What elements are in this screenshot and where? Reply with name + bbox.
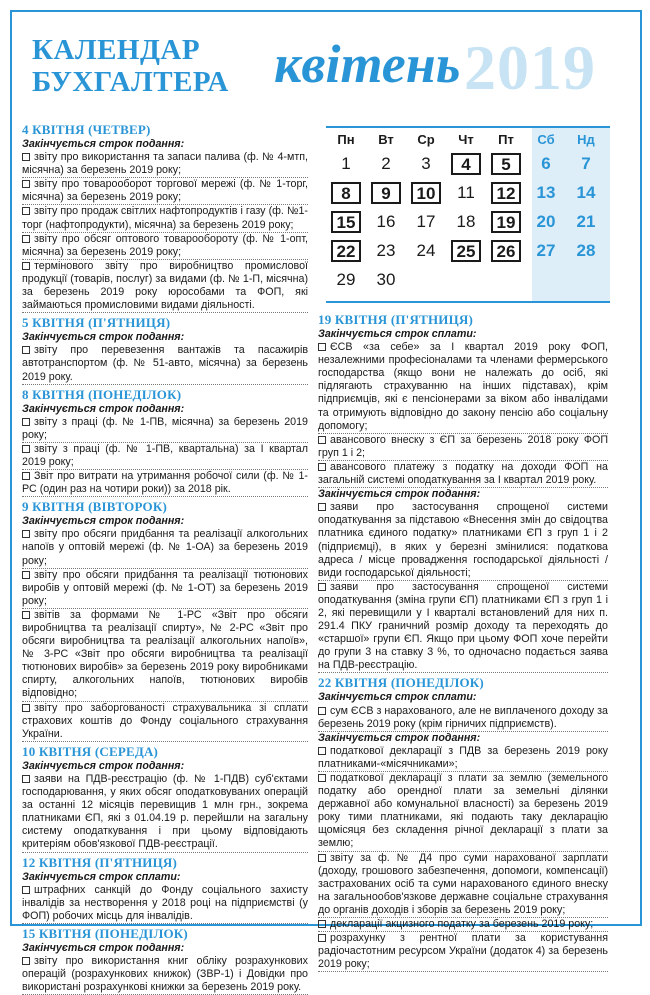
checkbox-icon [318, 707, 326, 715]
calendar-day [406, 268, 446, 292]
checklist-item-text: звіту про використання книг обліку розрахункових операцій (розрахункових книжок) (ЗВР-1) і Довідки про використані розрахункові книжки за березень 2019 року. [22, 954, 308, 994]
calendar-day [526, 181, 566, 205]
checklist-item [22, 416, 308, 443]
checklist-item [22, 884, 308, 924]
calendar-day [326, 181, 366, 205]
checkbox-icon [318, 436, 326, 444]
checklist-item-text: звіту про товарооборот торгової мережі (ф. № 1-торг, місячна) за березень 2019 року; [22, 178, 308, 204]
calendar-day [406, 239, 446, 263]
deadline-date-heading: 9 КВІТНЯ (ВІВТОРОК) [22, 499, 168, 515]
checklist-item-text: авансового платежу з податку на доходи ФОП на загальній системі оподаткування за I квартал 2019 року. [318, 460, 608, 487]
day-number: 18 [456, 212, 476, 231]
calendar-day [526, 210, 566, 234]
checklist-item [22, 702, 308, 742]
checklist-item-text: звіту за ф. № Д4 про суми нарахованої зарплати (доходу, грошового забезпечення, допомоги, компенсації) застрахованих осіб та суми нарахованого єдиного внеску на загальнообов'язкове державне соціальне страхування до органів доходів і зборів за березень 2019 року; [318, 851, 608, 916]
checkbox-icon [22, 472, 30, 480]
day-number: 16 [376, 212, 396, 231]
weekday-label: Пн [337, 131, 355, 147]
calendar-day [366, 268, 406, 292]
checkbox-icon [22, 153, 30, 161]
day-number: 3 [421, 154, 431, 173]
deadline-subheading: Закінчується строк сплати: [22, 870, 181, 883]
checklist-item-text: заяви на ПДВ-реєстрацію (ф. № 1-ПДВ) суб'єктами господарювання, у яких обсяг оподатковуваних операцій за останні 12 місяців перевищив 1 млн грн., зокрема платниками ЄП, які з 01.04.19 р. перейшли на загальну систему оподаткування і при цьому відповідають критеріям обов'язкової ПДВ-реєстрації. [22, 772, 308, 851]
calendar-week [326, 181, 606, 205]
day-number: 13 [536, 183, 556, 202]
calendar-day [446, 239, 486, 263]
checklist-item [22, 205, 308, 232]
calendar-day [406, 210, 446, 234]
deadline-subheading: Закінчується строк подання: [22, 138, 185, 150]
deadline-day: 12 [491, 182, 521, 204]
day-number: 30 [376, 270, 396, 289]
day-number: 17 [416, 212, 436, 231]
checklist-item [22, 470, 308, 497]
checklist-item-text: звіту про перевезення вантажів та пасажирів автотранспортом (ф. № 51-авто, місячна) за березень 2019 року. [22, 344, 308, 383]
deadline-date-heading: 10 КВІТНЯ (СЕРЕДА) [22, 743, 159, 759]
weekday-label: Сб [537, 131, 555, 147]
checkbox-icon [318, 503, 326, 511]
checkbox-icon [22, 445, 30, 453]
year-title: 2019 [464, 32, 596, 103]
calendar-day [406, 152, 446, 176]
checklist-item [22, 528, 308, 568]
deadline-subheading: Закінчується строк подання: [318, 731, 481, 744]
calendar-day [446, 181, 486, 205]
calendar-week [326, 239, 606, 263]
calendar-day [326, 268, 366, 292]
checklist-item [318, 341, 608, 434]
deadline-day: 8 [331, 182, 361, 204]
deadline-subheading: Закінчується строк подання: [22, 331, 185, 344]
deadline-date-heading: 8 КВІТНЯ (ПОНЕДІЛОК) [22, 386, 182, 402]
left-column [22, 120, 308, 995]
checkbox-icon [22, 180, 30, 188]
deadline-day: 19 [491, 211, 521, 233]
calendar-day [366, 210, 406, 234]
calendar-day [366, 152, 406, 176]
deadline-subheading: Закінчується строк подання: [22, 759, 185, 772]
calendar-day [566, 210, 606, 234]
checklist-item-text: розрахунку з рентної плати за користування радіочастотним ресурсом України (додаток 4) за березень 2019 року; [318, 932, 608, 971]
deadline-subheading: Закінчується строк подання: [22, 402, 185, 415]
deadline-date-heading: 19 КВІТНЯ (П'ЯТНИЦЯ) [318, 312, 473, 327]
checklist-item [22, 151, 308, 178]
title-line-1: КАЛЕНДАР [32, 34, 201, 66]
calendar-week [326, 152, 606, 176]
title-line-2: БУХГАЛТЕРА [32, 66, 229, 98]
checklist-item-text: звіту про використання та запаси палива (ф. № 4-мтп, місячна) за березень 2019 року; [22, 151, 308, 177]
checklist-item-text: податкової декларації з ПДВ за березень 2019 року платниками-«місячниками»; [318, 744, 608, 770]
checkbox-icon [22, 957, 30, 965]
calendar-day [526, 239, 566, 263]
calendar-top-rule [326, 126, 610, 128]
deadline-day: 10 [411, 182, 441, 204]
checklist-item [22, 443, 308, 470]
deadline-date-heading: 12 КВІТНЯ (П'ЯТНИЦЯ) [22, 854, 177, 870]
deadline-subheading: Закінчується строк сплати: [318, 691, 477, 704]
day-number: 29 [336, 270, 356, 289]
checklist-item [22, 773, 308, 853]
deadline-subheading: Закінчується строк сплати: [318, 328, 477, 340]
calendar-day [446, 268, 486, 292]
checkbox-icon [22, 207, 30, 215]
checklist-item-text: ЄСВ «за себе» за I квартал 2019 року ФОП, незалежними професіоналами та членами фермерського господарства (якщо вони не належать до осіб, які підлягають страхуванню на інших підставах), крім підприємців, які є пенсіонерами за віком або інвалідами та отримують відповідно до закону пенсію або соціальну допомогу; [318, 341, 608, 432]
weekday-label: Пт [498, 131, 514, 147]
checklist-item-text: звіту про обсяги придбання та реалізації тютюнових виробів у оптовій мережі (ф. № 1-ОТ) за березень 2019 року; [22, 568, 308, 607]
checkbox-icon [22, 262, 30, 270]
checklist-item-text: звітів за формами № 1-РС «Звіт про обсяги виробництва та реалізації спирту», № 2-РС «Звіт про обсяги виробництва та реалізації алкогольних напоїв», № 3-РС «Звіт про обсяги виробництва та реалізації тютюнових виробів» за березень 2019 року виробниками спирту, алкогольних напоїв, тютюнових виробів відповідно; [22, 608, 308, 700]
day-number: 24 [416, 241, 436, 260]
calendar-day [486, 210, 526, 234]
calendar-day [566, 268, 606, 292]
checklist-item-text: заяви про застосування спрощеної системи оподаткування за підставою «Внесення змін до свідоцтва платника єдиного податку» платниками ЄП з груп 1 і 2 (підприємці), в яких у березні змінилися: податкова адреса / місце провадження господарської діяльності / види господарської діяльності; [318, 501, 608, 579]
checklist-item [318, 772, 608, 852]
calendar-bottom-rule [326, 301, 610, 303]
calendar-day [326, 210, 366, 234]
calendar-day [446, 210, 486, 234]
checklist-item-text: термінового звіту про виробництво промислової продукції (товарів, послуг) за видами (ф. № 1-П, місячна) за березень 2019 року юрособами та ФОП, які займаються промисловими видами діяльності. [22, 259, 308, 312]
day-number: 7 [581, 154, 591, 173]
checkbox-icon [318, 583, 326, 591]
checkbox-icon [22, 775, 30, 783]
page-title [32, 34, 262, 98]
calendar-day [566, 181, 606, 205]
checklist-item [318, 918, 608, 932]
calendar-day [526, 152, 566, 176]
checklist-item [22, 260, 308, 313]
checkbox-icon [22, 571, 30, 579]
calendar-day [526, 268, 566, 292]
checkbox-icon [318, 463, 326, 471]
calendar-day [406, 181, 446, 205]
checklist-item [318, 501, 608, 581]
deadline-date-heading: 5 КВІТНЯ (П'ЯТНИЦЯ) [22, 315, 171, 331]
day-number: 1 [341, 154, 351, 173]
checkbox-icon [22, 418, 30, 426]
calendar-day [566, 152, 606, 176]
day-number: 11 [457, 183, 475, 202]
calendar-day [566, 239, 606, 263]
checklist-item-text: авансового внеску з ЄП за березень 2018 року ФОП груп 1 і 2; [318, 433, 608, 459]
deadline-day: 22 [331, 240, 361, 262]
day-number: 21 [576, 212, 596, 231]
checkbox-icon [318, 747, 326, 755]
checkbox-icon [22, 235, 30, 243]
deadline-date-heading: 15 КВІТНЯ (ПОНЕДІЛОК) [22, 925, 188, 941]
checkbox-icon [22, 611, 30, 619]
checklist-item [318, 705, 608, 732]
calendar-day [486, 181, 526, 205]
checklist-item-text: звіту з праці (ф. № 1-ПВ, місячна) за березень 2019 року; [22, 415, 308, 441]
calendar-day [486, 268, 526, 292]
deadline-day: 4 [451, 153, 481, 175]
calendar-day [366, 239, 406, 263]
checkbox-icon [318, 774, 326, 782]
checklist-item-text: звіту з праці (ф. № 1-ПВ, квартальна) за I квартал 2019 року; [22, 442, 308, 468]
checklist-item [318, 932, 608, 972]
deadline-subheading: Закінчується строк подання: [22, 515, 185, 528]
checklist-item [22, 955, 308, 995]
calendar-day [366, 181, 406, 205]
deadline-day: 25 [451, 240, 481, 262]
checklist-item [318, 581, 608, 674]
deadline-day: 9 [371, 182, 401, 204]
day-number: 23 [376, 241, 396, 260]
checklist-item [318, 745, 608, 772]
day-number: 14 [576, 183, 596, 202]
day-number: 2 [381, 154, 391, 173]
day-number: 6 [541, 154, 551, 173]
checklist-item [22, 569, 308, 609]
weekday-label: Нд [577, 131, 595, 147]
weekday-label: Ср [417, 131, 435, 147]
checkbox-icon [318, 920, 326, 928]
checklist-item-text: Звіт про витрати на утримання робочої сили (ф. № 1-РС (один раз на чотири роки)) за 2018 рік. [22, 470, 308, 496]
calendar-day [326, 239, 366, 263]
checkbox-icon [22, 886, 30, 894]
deadline-subheading: Закінчується строк подання: [22, 941, 185, 954]
calendar-week [326, 268, 606, 292]
checklist-item [318, 434, 608, 461]
checklist-item-text: звіту про обсяг оптового товарообороту (ф. № 1-опт, місячна) за березень 2019 року; [22, 232, 308, 258]
checklist-item-text: заяви про застосування спрощеної системи оподаткування (зміна групи ЄП) платниками ЄП з груп 1 і 2, які перевищили у I кварталі встановлений для них п. 291.4 ПКУ граничний розмір доходу та переходять до «старшої» групи ЄП. Якщо при цьому ФОП хоче перейти до групи 3 на ставку 3 %, то одночасно подається заява на ПДВ-реєстрацію. [318, 580, 608, 672]
checkbox-icon [318, 343, 326, 351]
checkbox-icon [318, 934, 326, 942]
checklist-item-text: штрафних санкцій до Фонду соціального захисту інвалідів за нестворення у 2018 році на підприємстві (у ФОП) робочих місць для інвалідів. [22, 883, 308, 922]
deadline-date-heading: 4 КВІТНЯ (ЧЕТВЕР) [22, 122, 151, 137]
checklist-item [318, 852, 608, 918]
day-number: 28 [576, 241, 596, 260]
calendar-day [486, 152, 526, 176]
weekday-label: Вт [378, 131, 394, 147]
checkbox-icon [22, 530, 30, 538]
day-number: 27 [536, 241, 556, 260]
checklist-item [22, 178, 308, 205]
checklist-item-text: звіту про заборгованості страхувальника зі сплати страхових коштів до Фонду соціального страхування України. [22, 701, 308, 740]
checklist-item-text: податкової декларації з плати за землю (земельного податку або орендної плати за земельні ділянки державної або комунальної власності) за березень 2019 року тими платниками, які подають таку декларацію щомісяця без складення річної декларації з плати за землю; [318, 772, 608, 850]
deadline-day: 5 [491, 153, 521, 175]
calendar-week [326, 210, 606, 234]
checklist-item-text: сум ЄСВ з нарахованого, але не виплаченого доходу за березень 2019 року (крім гірничих підприємств). [318, 704, 608, 730]
weekday-label: Чт [458, 131, 474, 147]
deadline-day: 15 [331, 211, 361, 233]
day-number: 20 [536, 212, 556, 231]
calendar-day [446, 152, 486, 176]
calendar-day [326, 152, 366, 176]
month-calendar [326, 126, 610, 302]
checklist-item [22, 344, 308, 384]
right-column [318, 310, 608, 972]
month-title: квітень [274, 34, 461, 94]
weekday-header [326, 130, 606, 154]
checklist-item-text: звіту про обсяги придбання та реалізації алкогольних напоїв у оптовій мережі (ф. № 1-ОА) за березень 2019 року; [22, 528, 308, 567]
checklist-item [318, 461, 608, 488]
checklist-item [22, 233, 308, 260]
checklist-item [22, 609, 308, 702]
calendar-day [486, 239, 526, 263]
checklist-item-text: декларації акцизного податку за березень 2019 року; [330, 918, 594, 931]
checkbox-icon [22, 704, 30, 712]
checkbox-icon [22, 346, 30, 354]
deadline-day: 26 [491, 240, 521, 262]
checklist-item-text: звіту про продаж світлих нафтопродуктів і газу (ф. №1-торг (нафтопродукти), місячна) за березень 2019 року; [22, 205, 308, 231]
checkbox-icon [318, 854, 326, 862]
deadline-date-heading: 22 КВІТНЯ (ПОНЕДІЛОК) [318, 675, 484, 691]
deadline-subheading: Закінчується строк подання: [318, 488, 481, 501]
